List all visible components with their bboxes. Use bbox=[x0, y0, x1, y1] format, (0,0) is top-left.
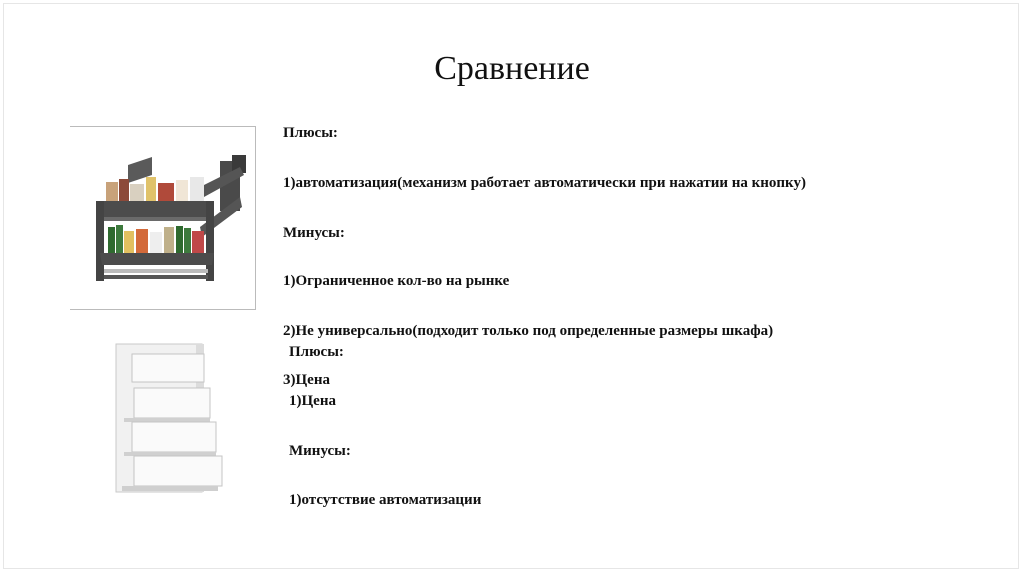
slide-title: Сравнение bbox=[434, 50, 590, 87]
cons-heading: Минусы: bbox=[283, 225, 345, 241]
cons-heading-2: Минусы: bbox=[289, 443, 351, 459]
pull-out-shelf-rack-image bbox=[70, 126, 256, 310]
pros-heading-2: Плюсы: bbox=[289, 344, 344, 360]
drawer-chest-image bbox=[110, 340, 230, 496]
cons-item-1: 1)Ограниченное кол-во на рынке bbox=[283, 273, 510, 289]
pros-item-1-second: 1)Цена bbox=[289, 393, 336, 409]
pros-item-1: 1)автоматизация(механизм работает автоматически при нажатии на кнопку) bbox=[283, 175, 806, 191]
cons-item-2: 2)Не универсально(подходит только под определенные размеры шкафа) bbox=[283, 323, 774, 339]
cons-item-1-second: 1)отсутствие автоматизации bbox=[289, 492, 482, 508]
pros-heading: Плюсы: bbox=[283, 125, 338, 141]
cons-item-3: 3)Цена bbox=[283, 372, 330, 388]
